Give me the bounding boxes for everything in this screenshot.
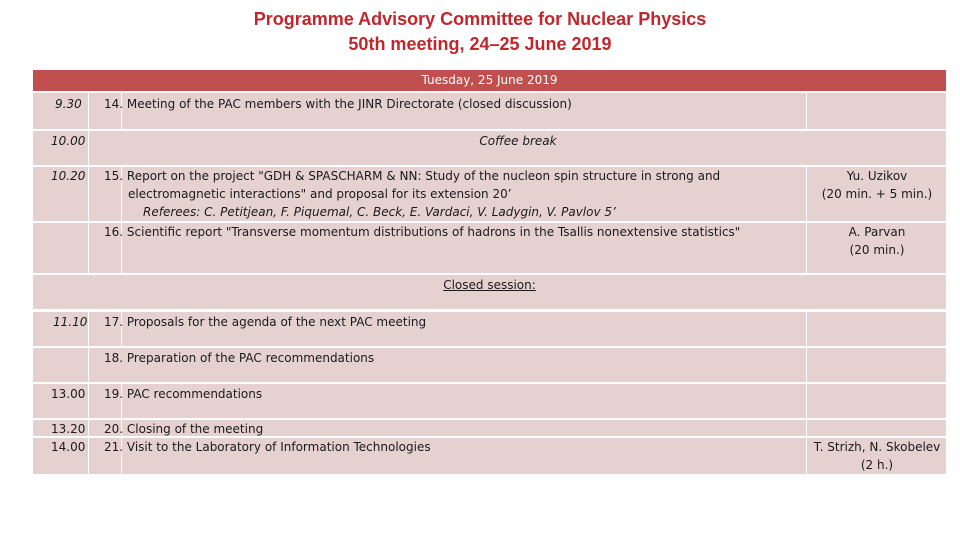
agenda-item: 19. PAC recommendations — [104, 387, 263, 401]
time-cell: 14.00 — [51, 440, 86, 454]
agenda-item: 15. Report on the project "GDH & SPASCHARM & NN: Study of the nucleon spin structure in strong and — [104, 169, 721, 183]
schedule-row-1020 — [33, 167, 946, 221]
time-cell: 11.10 — [53, 315, 88, 329]
schedule-row-recommendations-prep — [33, 348, 946, 382]
agenda-item-cont: electromagnetic interactions" and proposal for its extension 20’ — [128, 187, 512, 201]
time-cell: 13.00 — [51, 387, 86, 401]
time-cell: 13.20 — [51, 422, 86, 436]
speaker: A. Parvan — [848, 225, 906, 239]
schedule-row-1110 — [33, 312, 946, 346]
schedule-row-930 — [33, 93, 946, 129]
schedule-row-1320 — [33, 420, 946, 436]
duration: (20 min. + 5 min.) — [821, 187, 933, 201]
schedule-row-1300 — [33, 384, 946, 418]
schedule-row-1000 — [33, 131, 946, 165]
agenda-item: 16. Scientific report "Transverse momentum distributions of hadrons in the Tsallis nonextensive statistics" — [104, 225, 741, 239]
page-subtitle: 50th meeting, 24–25 June 2019 — [348, 34, 612, 54]
duration: (20 min.) — [849, 243, 905, 257]
time-cell: 9.30 — [55, 97, 82, 111]
speaker: Yu. Uzikov — [846, 169, 908, 183]
agenda-item: 17. Proposals for the agenda of the next PAC meeting — [104, 315, 427, 329]
agenda-item: 20. Closing of the meeting — [104, 422, 264, 436]
duration: (2 h.) — [860, 458, 894, 472]
closed-session-row — [33, 275, 946, 309]
agenda-item: 18. Preparation of the PAC recommendations — [104, 351, 375, 365]
page-title: Programme Advisory Committee for Nuclear Physics — [253, 9, 707, 29]
schedule-row-1400 — [33, 438, 946, 474]
agenda-item: 14. Meeting of the PAC members with the JINR Directorate (closed discussion) — [104, 97, 572, 111]
time-cell: 10.00 — [51, 134, 86, 148]
time-cell: 10.20 — [51, 169, 86, 183]
referees-line: Referees: C. Petitjean, F. Piquemal, C. Beck, E. Vardaci, V. Ladygin, V. Pavlov 5’ — [143, 205, 616, 219]
speaker: T. Strizh, N. Skobelev — [813, 440, 941, 454]
agenda-item: 21. Visit to the Laboratory of Information Technologies — [104, 440, 431, 454]
schedule-row-report — [33, 223, 946, 273]
closed-session-label: Closed session: — [443, 278, 536, 292]
day-header: Tuesday, 25 June 2019 — [33, 70, 946, 91]
coffee-break-label: Coffee break — [479, 134, 557, 148]
